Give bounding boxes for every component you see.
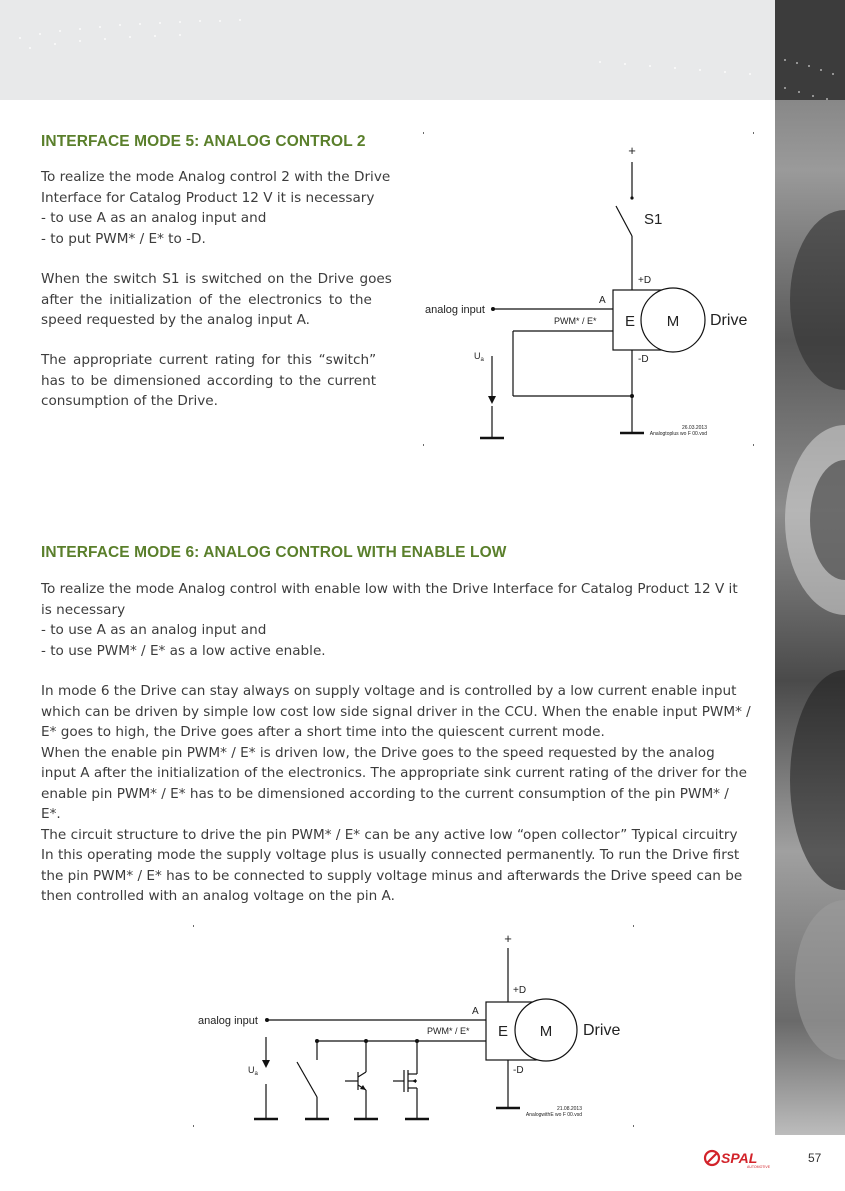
text-line: is necessary bbox=[41, 601, 126, 618]
mode-5-switch-paragraph bbox=[41, 269, 396, 331]
analog-input-label: analog input bbox=[198, 1015, 258, 1027]
drive-label: Drive bbox=[710, 312, 748, 329]
text-line: To realize the mode Analog control with enable low with the Drive Interface for Catalog Product 12 V it bbox=[41, 581, 738, 597]
spal-logo-subtext: AUTOMOTIVE bbox=[747, 1165, 771, 1169]
text-line: after the initialization of the electronics to the bbox=[41, 291, 372, 308]
ua-label: $U_a$ bbox=[474, 351, 484, 363]
ua-arrow-icon bbox=[488, 396, 496, 404]
drive-label: Drive bbox=[583, 1022, 621, 1039]
side-product-photo bbox=[775, 0, 845, 1135]
supply-plus-label: + bbox=[504, 931, 512, 946]
ua-label: $U_a$ bbox=[248, 1065, 258, 1077]
mode-6-circuit-diagram bbox=[190, 922, 640, 1132]
text-line: which can be driven by simple low cost low side signal driver in the CCU. When the enable input PWM* / bbox=[41, 703, 751, 720]
pwm-label: PWM* / E* bbox=[427, 1026, 470, 1036]
text-line: - to put PWM* / E* to -D. bbox=[41, 230, 206, 247]
text-line: In this operating mode the supply voltage plus is usually connected permanently. To run the Drive first bbox=[41, 847, 740, 863]
text-line: input A after the initialization of the electronics. The appropriate sink current rating of the driver for the bbox=[41, 765, 748, 781]
section-heading-mode-5: INTERFACE MODE 5: ANALOG CONTROL 2 bbox=[41, 133, 366, 150]
plus-d-label: +D bbox=[638, 275, 652, 286]
motor-m-label: M bbox=[666, 313, 680, 330]
text-line: When the enable pin PWM* / E* is driven low, the Drive goes to the speed requested by the analog bbox=[41, 744, 715, 761]
mode-6-description-paragraph bbox=[41, 681, 753, 907]
text-line: E*. bbox=[41, 806, 61, 822]
diagram-date: 26.03.2013 bbox=[681, 425, 707, 431]
text-line: speed requested by the analog input A. bbox=[41, 312, 310, 328]
text-line: has to be dimensioned according to the current bbox=[41, 372, 377, 389]
header-dot-pattern bbox=[0, 0, 775, 100]
motor-m-label: M bbox=[539, 1023, 553, 1040]
pwm-label: PWM* / E* bbox=[554, 316, 597, 326]
text-line: Interface for Catalog Product 12 V it is necessary bbox=[41, 189, 375, 206]
text-line: - to use PWM* / E* as a low active enable. bbox=[41, 642, 326, 659]
supply-plus-label: + bbox=[628, 143, 636, 158]
diagram-filename: AnalogwithE wo F 00.vsd bbox=[525, 1112, 582, 1118]
text-line: In mode 6 the Drive can stay always on supply voltage and is controlled by a low current enable input bbox=[41, 683, 737, 699]
switch-label: S1 bbox=[644, 211, 663, 228]
text-line: consumption of the Drive. bbox=[41, 393, 218, 409]
mode-6-intro-paragraph bbox=[41, 579, 753, 661]
mode-5-intro-paragraph bbox=[41, 167, 396, 249]
switch-s1-blade bbox=[616, 206, 632, 236]
switch-blade bbox=[297, 1062, 317, 1097]
minus-d-label: -D bbox=[638, 354, 649, 365]
spal-logo-text: SPAL bbox=[721, 1150, 758, 1166]
text-line: - to use A as an analog input and bbox=[41, 210, 267, 226]
text-line: enable pin PWM* / E* has to be dimensioned according to the current consumption of the pin PWM* / bbox=[41, 785, 729, 802]
text-line: the pin PWM* / E* has to be connected to supply voltage minus and afterwards the Drive speed can be bbox=[41, 867, 743, 884]
text-line: E* goes to high, the Drive goes after a short time into the quiescent current mode. bbox=[41, 724, 605, 740]
minus-d-label: -D bbox=[513, 1065, 524, 1076]
mode-5-rating-paragraph bbox=[41, 350, 396, 412]
text-line: then controlled with an analog voltage on the pin A. bbox=[41, 888, 395, 904]
ua-arrow-icon bbox=[262, 1060, 270, 1068]
plus-d-label: +D bbox=[513, 985, 527, 996]
pin-a-label: A bbox=[599, 295, 606, 306]
diagram-filename: Analogtoplus wo F 00.vsd bbox=[649, 431, 707, 437]
section-heading-mode-6: INTERFACE MODE 6: ANALOG CONTROL WITH ENABLE LOW bbox=[41, 544, 507, 561]
spal-logo bbox=[703, 1148, 775, 1174]
text-line: When the switch S1 is switched on the Drive goes bbox=[41, 271, 392, 287]
mode-5-circuit-diagram bbox=[420, 128, 760, 450]
diagram-date: 21.08.2013 bbox=[556, 1106, 582, 1112]
electronics-e-label: E bbox=[498, 1023, 509, 1040]
page-number: 57 bbox=[808, 1151, 822, 1165]
text-line: The appropriate current rating for this “switch” bbox=[41, 352, 377, 368]
analog-input-label: analog input bbox=[425, 304, 485, 316]
text-line: To realize the mode Analog control 2 with the Drive bbox=[41, 169, 391, 185]
text-line: The circuit structure to drive the pin PWM* / E* can be any active low “open collector” Typical circuitry bbox=[41, 826, 738, 843]
pin-a-label: A bbox=[472, 1006, 479, 1017]
text-line: - to use A as an analog input and bbox=[41, 622, 267, 638]
electronics-e-label: E bbox=[625, 313, 636, 330]
